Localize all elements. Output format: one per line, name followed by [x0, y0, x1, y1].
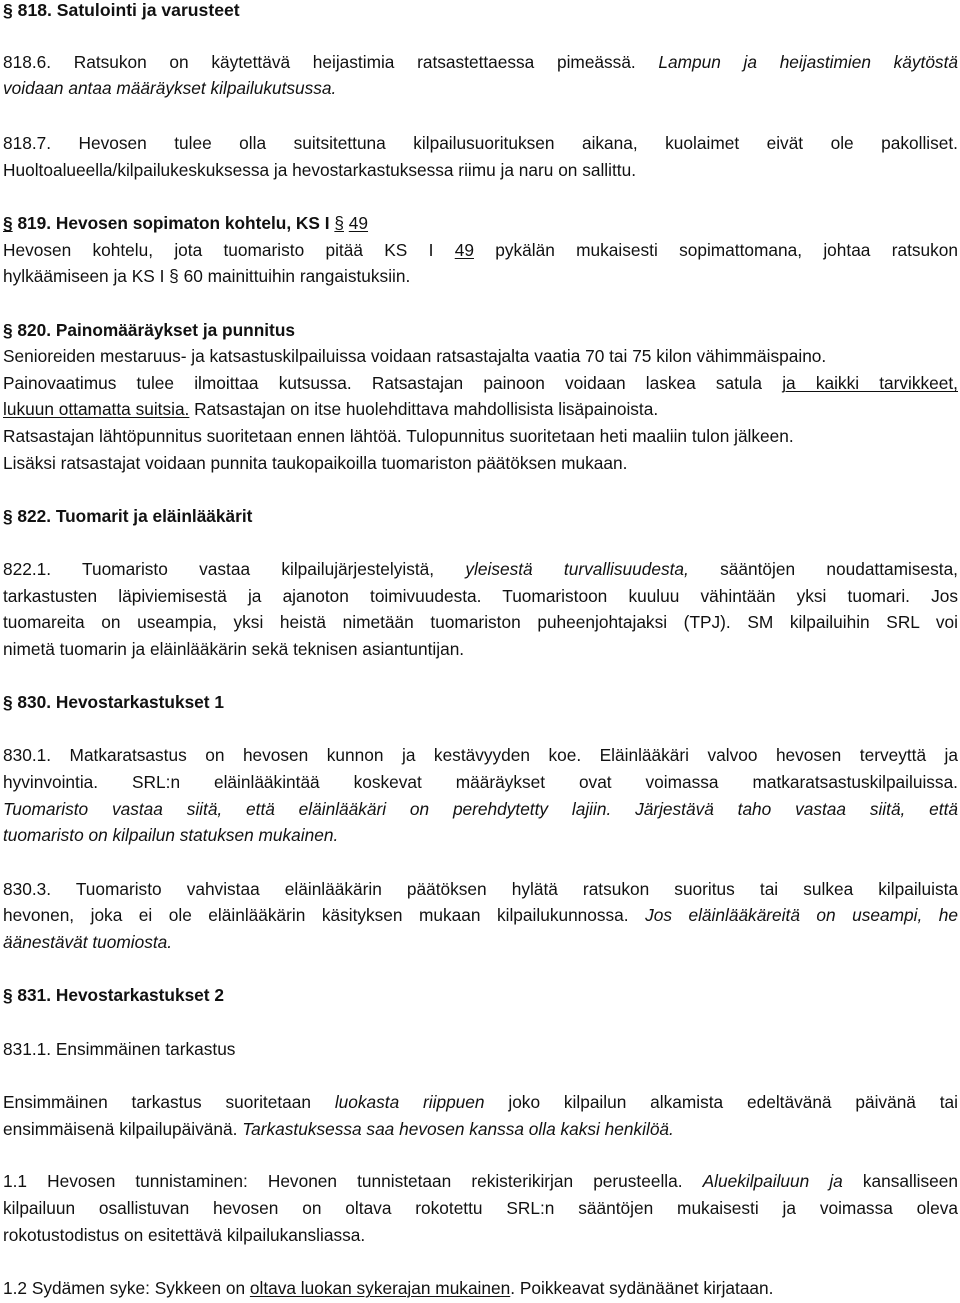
paragraph-820-line1: Senioreiden mestaruus- ja katsastuskilpailuissa voidaan ratsastajalta vaatia 70 tai 75 kilon vähimmäispaino. — [3, 346, 827, 366]
paragraph-1-1-line1: 1.1 Hevosen tunnistaminen: Hevonen tunnistetaan rekisterikirjan perusteella. Aluekilpailuun ja kansalliseen — [3, 1171, 958, 1191]
paragraph-820-line4: Ratsastajan lähtöpunnitus suoritetaan ennen lähtöä. Tulopunnitus suoritetaan heti maaliin tulon jälkeen. — [3, 426, 794, 446]
paragraph-830-1-line4: tuomaristo on kilpailun statuksen mukainen. — [3, 825, 339, 845]
section-heading-822: § 822. Tuomarit ja eläinlääkärit — [3, 506, 253, 526]
paragraph-830-1-line3: Tuomaristo vastaa siitä, että eläinlääkäri on perehdytetty lajiin. Järjestävä taho vastaa siitä, että — [3, 799, 958, 819]
paragraph-820-line3: lukuun ottamatta suitsia. Ratsastajan on itse huolehdittava mahdollisista lisäpainoista. — [3, 399, 659, 419]
paragraph-830-1-line1: 830.1. Matkaratsastus on hevosen kunnon ja kestävyyden koe. Eläinlääkäri valvoo hevosen terveyttä ja — [3, 745, 958, 765]
section-heading-820: § 820. Painomääräykset ja punnitus — [3, 320, 295, 340]
paragraph-822-line2: tarkastusten läpiviemisestä ja ajanoton toimivuudesta. Tuomaristoon kuuluu vähintään yksi tuomari. Jos — [3, 586, 958, 606]
paragraph-830-3-line1: 830.3. Tuomaristo vahvistaa eläinlääkärin päätöksen hylätä ratsukon suoritus tai sulkea kilpailuista — [3, 879, 958, 899]
paragraph-1-1-line2: kilpailuun osallistuvan hevosen on oltava rokotettu SRL:n sääntöjen mukaisesti ja voimassa oleva — [3, 1198, 958, 1218]
paragraph-830-3-line2: hevonen, joka ei ole eläinlääkärin käsityksen mukaan kilpailukunnossa. Jos eläinlääkäreitä on useampi, he — [3, 905, 958, 925]
paragraph-819-line2: hylkäämiseen ja KS I § 60 mainittuihin rangaistuksiin. — [3, 266, 411, 286]
section-heading-818: § 818. Satulointi ja varusteet — [3, 0, 240, 20]
paragraph-831-line2: ensimmäisenä kilpailupäivänä. Tarkastuksessa saa hevosen kanssa olla kaksi henkilöä. — [3, 1119, 674, 1139]
paragraph-830-3-line3: äänestävät tuomiosta. — [3, 932, 173, 952]
section-heading-831: § 831. Hevostarkastukset 2 — [3, 985, 224, 1005]
section-heading-819: § 819. Hevosen sopimaton kohtelu, KS I § 49 — [3, 213, 369, 233]
paragraph-822-line4: nimetä tuomarin ja eläinlääkärin sekä teknisen asiantuntijan. — [3, 639, 465, 659]
paragraph-822-line1: 822.1. Tuomaristo vastaa kilpailujärjestelyistä, yleisestä turvallisuudesta, sääntöjen noudattamisesta, — [3, 559, 958, 579]
paragraph-820-line5: Lisäksi ratsastajat voidaan punnita taukopaikoilla tuomariston päätöksen mukaan. — [3, 453, 628, 473]
subsection-831-1: 831.1. Ensimmäinen tarkastus — [3, 1039, 236, 1059]
paragraph-819-line1: Hevosen kohtelu, jota tuomaristo pitää KS I 49 pykälän mukaisesti sopimattomana, johtaa ratsukon — [3, 240, 958, 260]
paragraph-831-line1: Ensimmäinen tarkastus suoritetaan luokasta riippuen joko kilpailun alkamista edeltävänä päivänä tai — [3, 1092, 958, 1112]
paragraph-818-7-line2: Huoltoalueella/kilpailukeskuksessa ja hevostarkastuksessa riimu ja naru on sallittu. — [3, 160, 637, 180]
section-heading-830: § 830. Hevostarkastukset 1 — [3, 692, 224, 712]
paragraph-818-6-line1: 818.6. Ratsukon on käytettävä heijastimia ratsastettaessa pimeässä. Lampun ja heijastimien käytöstä — [3, 52, 958, 72]
paragraph-1-1-line3: rokotustodistus on esitettävä kilpailukansliassa. — [3, 1225, 366, 1245]
paragraph-822-line3: tuomareita on useampia, yksi heistä nimetään tuomariston puheenjohtajaksi (TPJ). SM kilpailuihin SRL voi — [3, 612, 958, 632]
paragraph-820-line2: Painovaatimus tulee ilmoittaa kutsussa. Ratsastajan painoon voidaan laskea satula ja kaikki tarvikkeet, — [3, 373, 958, 393]
paragraph-1-2: 1.2 Sydämen syke: Sykkeen on oltava luokan sykerajan mukainen. Poikkeavat sydänäänet kirjataan. — [3, 1278, 774, 1298]
paragraph-818-7-line1: 818.7. Hevosen tulee olla suitsitettuna kilpailusuorituksen aikana, kuolaimet eivät ole pakolliset. — [3, 133, 958, 153]
paragraph-830-1-line2: hyvinvointia. SRL:n eläinlääkintää koskevat määräykset ovat voimassa matkaratsastuskilpailuissa. — [3, 772, 958, 792]
paragraph-818-6-line2: voidaan antaa määräykset kilpailukutsussa. — [3, 78, 337, 98]
